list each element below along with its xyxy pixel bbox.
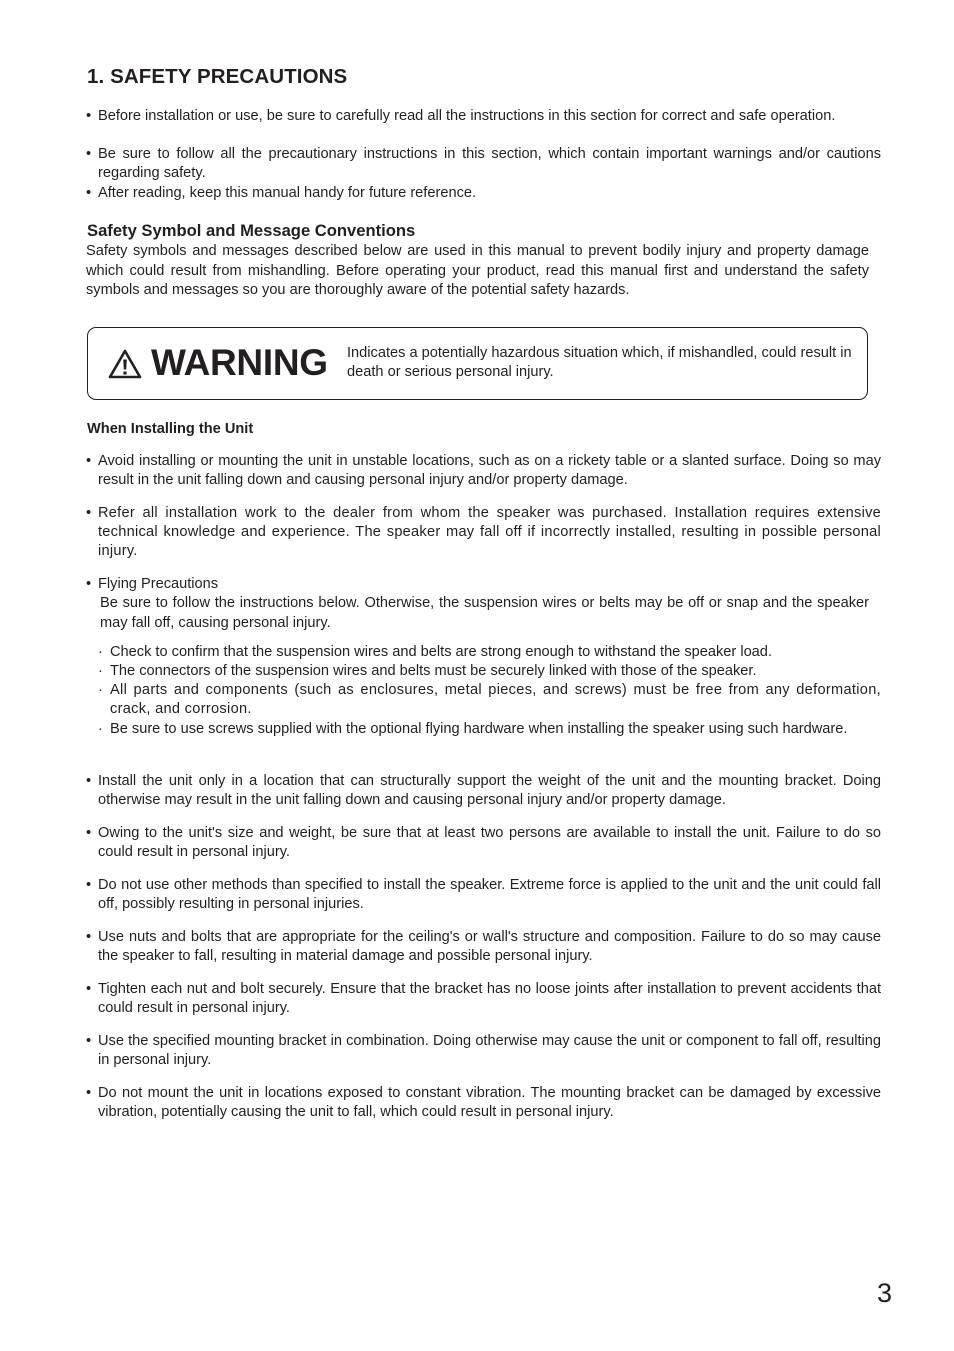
intro-bullet: • Be sure to follow all the precautionary instructions in this section, which contain important warnings and/or cautions regarding safety. — [86, 145, 881, 183]
install-bullet: • Do not use other methods than specified to install the speaker. Extreme force is applied to the unit and the unit could fall off, possibly resulting in personal injuries. — [86, 876, 881, 914]
flying-intro: Be sure to follow the instructions below. Otherwise, the suspension wires or belts may be off or snap and the speaker may fall off, causing personal injury. — [100, 595, 869, 631]
intro-bullet: • After reading, keep this manual handy for future reference. — [86, 184, 881, 203]
page-number: 3 — [877, 1278, 893, 1308]
flying-item: · Check to confirm that the suspension wires and belts are strong enough to withstand the speaker load. — [98, 643, 881, 662]
install-bullet: • Owing to the unit's size and weight, be sure that at least two persons are available to install the unit. Failure to do so could result in personal injury. — [86, 824, 881, 862]
install-bullet: • Avoid installing or mounting the unit in unstable locations, such as on a rickety table or a slanted surface. Doing so may result in the unit falling down and causing personal injury and/or property damage. — [86, 452, 881, 490]
conventions-heading: Safety Symbol and Message Conventions — [87, 221, 416, 240]
install-bullet: • Install the unit only in a location that can structurally support the weight of the unit and the mounting bracket. Doing otherwise may result in the unit falling down and causing personal injury and/or property damage. — [86, 772, 881, 810]
install-bullet: • Flying Precautions — [86, 575, 881, 594]
flying-item: · Be sure to use screws supplied with the optional flying hardware when installing the speaker using such hardware. — [98, 720, 881, 739]
install-bullet: • Refer all installation work to the dealer from whom the speaker was purchased. Installation requires extensive technical knowledge and experience. The speaker may fall off if incorrectly installed, resulting in possible personal injury. — [86, 504, 881, 562]
flying-item: · The connectors of the suspension wires and belts must be securely linked with those of the speaker. — [98, 662, 881, 681]
install-bullet: • Use the specified mounting bracket in combination. Doing otherwise may cause the unit or component to fall off, resulting in personal injury. — [86, 1032, 881, 1070]
install-bullet: • Use nuts and bolts that are appropriate for the ceiling's or wall's structure and composition. Failure to do so may cause the speaker to fall, resulting in material damage and possible personal injury. — [86, 928, 881, 966]
intro-bullet: • Before installation or use, be sure to carefully read all the instructions in this section for correct and safe operation. — [86, 107, 881, 126]
warning-description: Indicates a potentially hazardous situation which, if mishandled, could result in death or serious personal injury. — [347, 345, 852, 381]
section-title: 1. SAFETY PRECAUTIONS — [87, 65, 348, 88]
conventions-body: Safety symbols and messages described below are used in this manual to prevent bodily injury and property damage which could result from mishandling. Before operating your product, read this manual first and understand the safety symbols and messages so you are thoroughly aware of the potential safety hazards. — [86, 243, 869, 299]
warning-box — [87, 327, 868, 400]
installing-heading: When Installing the Unit — [87, 421, 254, 437]
install-bullet: • Tighten each nut and bolt securely. Ensure that the bracket has no loose joints after installation to prevent accidents that could result in personal injury. — [86, 980, 881, 1018]
warning-label: WARNING — [151, 342, 328, 383]
flying-item: · All parts and components (such as enclosures, metal pieces, and screws) must be free from any deformation, crack, and corrosion. — [98, 681, 881, 719]
install-bullet: • Do not mount the unit in locations exposed to constant vibration. The mounting bracket can be damaged by excessive vibration, potentially causing the unit to fall, which could result in personal injury. — [86, 1084, 881, 1122]
warning-triangle-icon — [108, 349, 142, 379]
